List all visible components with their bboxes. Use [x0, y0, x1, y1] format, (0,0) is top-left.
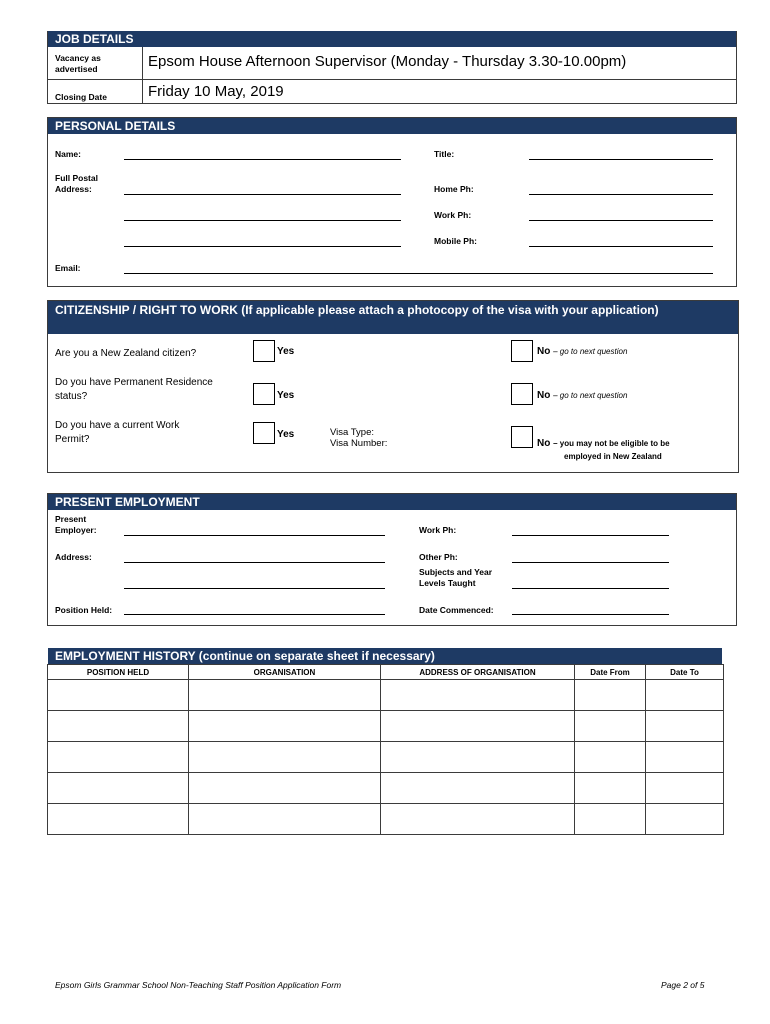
table-cell[interactable]	[48, 773, 189, 804]
column-header: ORGANISATION	[189, 665, 381, 680]
table-cell[interactable]	[381, 680, 575, 711]
mobile-ph-field[interactable]	[529, 246, 713, 247]
column-header: Date From	[575, 665, 646, 680]
residence-no-label: No – go to next question	[537, 390, 628, 401]
employment-history-header: EMPLOYMENT HISTORY (continue on separate sheet if necessary)	[48, 648, 722, 664]
table-cell[interactable]	[189, 804, 381, 835]
residence-no-checkbox[interactable]	[511, 383, 533, 405]
closing-date-value: Friday 10 May, 2019	[148, 83, 284, 100]
work-permit-question: Do you have a current Work Permit?	[55, 420, 180, 445]
permit-no-checkbox[interactable]	[511, 426, 533, 448]
citizen-no-checkbox[interactable]	[511, 340, 533, 362]
table-row	[48, 711, 724, 742]
employer-field[interactable]	[124, 535, 385, 536]
present-employment-section	[47, 493, 737, 626]
present-address-field-2[interactable]	[124, 588, 385, 589]
present-address-label: Address:	[55, 552, 92, 562]
citizen-no-label: No – go to next question	[537, 346, 628, 357]
address-label-line1: Full Postal	[55, 173, 98, 183]
table-cell[interactable]	[575, 804, 646, 835]
visa-type-label: Visa Type:	[330, 427, 375, 438]
work-ph-field[interactable]	[529, 220, 713, 221]
table-cell[interactable]	[48, 742, 189, 773]
table-cell[interactable]	[48, 804, 189, 835]
table-cell[interactable]	[381, 773, 575, 804]
address-field-3[interactable]	[124, 246, 401, 247]
present-employment-header: PRESENT EMPLOYMENT	[48, 494, 736, 510]
table-cell[interactable]	[575, 711, 646, 742]
email-label: Email:	[55, 263, 81, 273]
address-label-line2: Address:	[55, 184, 92, 194]
table-row	[48, 804, 724, 835]
email-field[interactable]	[124, 273, 713, 274]
table-cell[interactable]	[189, 773, 381, 804]
work-ph-label: Work Ph:	[434, 210, 472, 220]
table-cell[interactable]	[381, 804, 575, 835]
table-row	[48, 773, 724, 804]
table-cell[interactable]	[189, 680, 381, 711]
subjects-field[interactable]	[512, 588, 669, 589]
permit-no-label: No – you may not be eligible to be	[537, 438, 670, 449]
divider	[142, 47, 143, 103]
table-cell[interactable]	[646, 680, 724, 711]
table-cell[interactable]	[189, 711, 381, 742]
citizen-yes-checkbox[interactable]	[253, 340, 275, 362]
date-commenced-field[interactable]	[512, 614, 669, 615]
table-cell[interactable]	[381, 711, 575, 742]
home-ph-field[interactable]	[529, 194, 713, 195]
page-number: Page 2 of 5	[661, 980, 705, 990]
residence-question: Do you have Permanent Residence status?	[55, 377, 213, 402]
citizen-question: Are you a New Zealand citizen?	[55, 348, 197, 359]
present-address-field-1[interactable]	[124, 562, 385, 563]
subjects-label-line1: Subjects and Year	[419, 567, 493, 577]
personal-details-header: PERSONAL DETAILS	[48, 118, 713, 134]
table-cell[interactable]	[646, 711, 724, 742]
header-extension	[682, 301, 738, 334]
subjects-label-line2: Levels Taught	[419, 578, 476, 588]
table-cell[interactable]	[575, 742, 646, 773]
table-cell[interactable]	[646, 773, 724, 804]
table-cell[interactable]	[48, 680, 189, 711]
table-cell[interactable]	[48, 711, 189, 742]
citizenship-header: CITIZENSHIP / RIGHT TO WORK (If applicable please attach a photocopy of the visa with your application)	[48, 301, 682, 334]
present-work-ph-label: Work Ph:	[419, 525, 457, 535]
permit-yes-label: Yes	[277, 429, 295, 440]
table-row	[48, 680, 724, 711]
home-ph-label: Home Ph:	[434, 184, 474, 194]
table-header-row	[48, 665, 724, 680]
personal-details-section	[47, 117, 737, 287]
title-label: Title:	[434, 149, 455, 159]
table-cell[interactable]	[646, 742, 724, 773]
date-commenced-label: Date Commenced:	[419, 605, 494, 615]
footer-title: Epsom Girls Grammar School Non-Teaching Staff Position Application Form	[55, 980, 342, 990]
position-held-label: Position Held:	[55, 605, 113, 615]
header-extension	[713, 118, 736, 134]
employer-label-line1: Present	[55, 514, 87, 524]
table-cell[interactable]	[381, 742, 575, 773]
residence-yes-label: Yes	[277, 390, 295, 401]
table-cell[interactable]	[575, 773, 646, 804]
address-field-1[interactable]	[124, 194, 401, 195]
employer-label-line2: Employer:	[55, 525, 97, 535]
mobile-ph-label: Mobile Ph:	[434, 236, 477, 246]
vacancy-label: Vacancy as advertised	[55, 53, 101, 74]
title-field[interactable]	[529, 159, 713, 160]
other-ph-field[interactable]	[512, 562, 669, 563]
residence-yes-checkbox[interactable]	[253, 383, 275, 405]
column-header: ADDRESS OF ORGANISATION	[381, 665, 575, 680]
other-ph-label: Other Ph:	[419, 552, 458, 562]
name-field[interactable]	[124, 159, 401, 160]
present-work-ph-field[interactable]	[512, 535, 669, 536]
employment-history-table	[47, 664, 724, 835]
column-header: POSITION HELD	[48, 665, 189, 680]
table-cell[interactable]	[575, 680, 646, 711]
table-cell[interactable]	[646, 804, 724, 835]
table-cell[interactable]	[189, 742, 381, 773]
closing-date-label: Closing Date	[55, 92, 107, 102]
table-row	[48, 742, 724, 773]
job-details-header: JOB DETAILS	[48, 31, 736, 47]
name-label: Name:	[55, 149, 81, 159]
column-header: Date To	[646, 665, 724, 680]
permit-no-note: employed in New Zealand	[564, 452, 662, 461]
visa-number-label: Visa Number:	[330, 438, 388, 449]
citizen-yes-label: Yes	[277, 346, 295, 357]
permit-yes-checkbox[interactable]	[253, 422, 275, 444]
address-field-2[interactable]	[124, 220, 401, 221]
position-held-field[interactable]	[124, 614, 385, 615]
divider	[48, 79, 736, 80]
vacancy-value: Epsom House Afternoon Supervisor (Monday - Thursday 3.30-10.00pm)	[148, 53, 627, 70]
